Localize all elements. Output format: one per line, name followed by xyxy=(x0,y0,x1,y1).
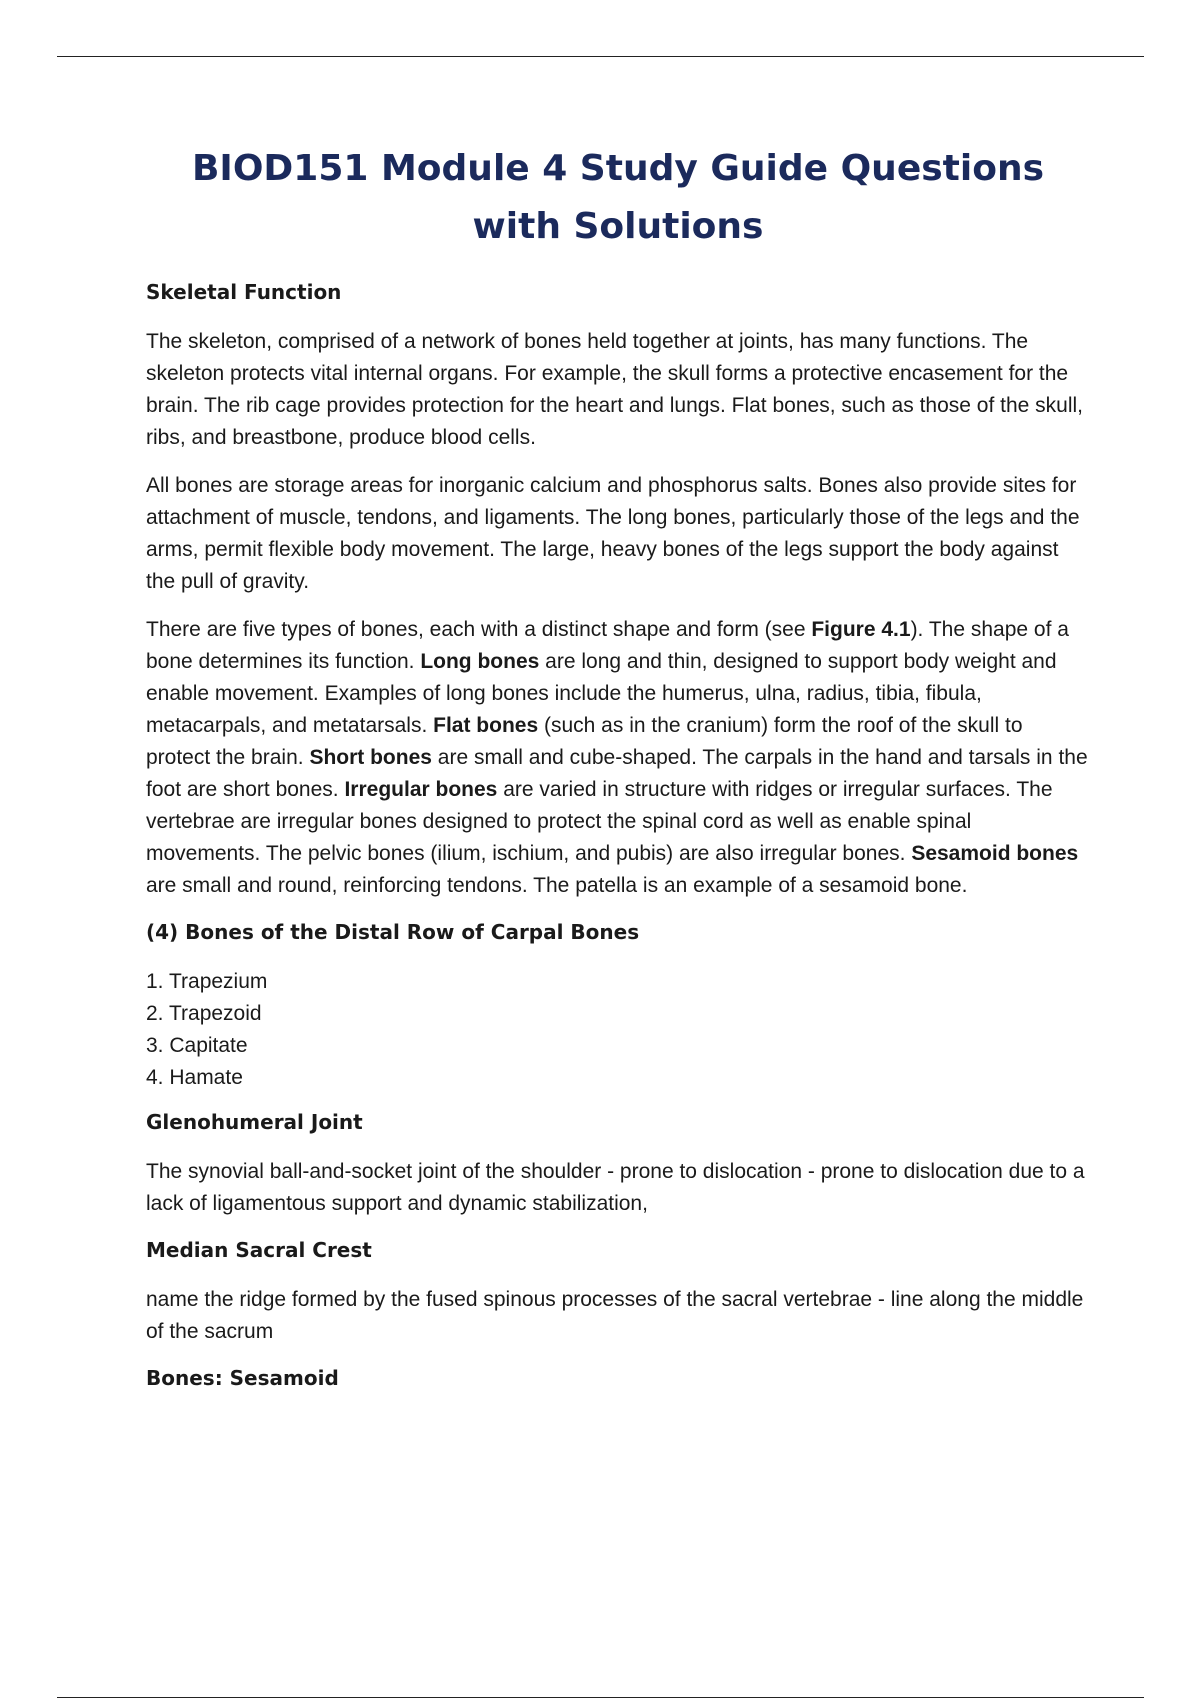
section-heading: Skeletal Function xyxy=(146,280,342,304)
section-bones-sesamoid xyxy=(146,1364,1090,1392)
text-run: (such as in the cranium) form the roof of the skull to protect the brain. xyxy=(146,714,1023,769)
list-item: 1. Trapezium xyxy=(146,970,268,993)
paragraph-bone-types xyxy=(146,614,1090,902)
term-sesamoid-bones: Sesamoid bones xyxy=(911,842,1079,865)
term-long-bones: Long bones xyxy=(420,650,540,673)
term-short-bones: Short bones xyxy=(309,746,432,769)
paragraph: name the ridge formed by the fused spinous processes of the sacral vertebrae - line along the middle of the sacrum xyxy=(146,1288,1084,1343)
header-rule xyxy=(57,56,1144,57)
text-run: There are five types of bones, each with a distinct shape and form (see xyxy=(146,618,812,641)
footer-rule xyxy=(57,1697,1144,1698)
paragraph: All bones are storage areas for inorganic calcium and phosphorus salts. Bones also provide sites for attachment of muscle, tendons, and ligaments. The long bones, particularly those of the legs and the arms, permit flexible body movement. The large, heavy bones of the legs support the body against the pull of gravity. xyxy=(146,474,1080,593)
document-title: BIOD151 Module 4 Study Guide Questions with Solutions xyxy=(191,148,1044,247)
section-median-sacral-crest xyxy=(146,1236,1090,1348)
section-heading: (4) Bones of the Distal Row of Carpal Bones xyxy=(146,920,640,944)
text-run: are small and round, reinforcing tendons. The patella is an example of a sesamoid bone. xyxy=(146,874,968,897)
text-run: are long and thin, designed to support body weight and enable movement. Examples of long bones include the humerus, ulna, radius, tibia, fibula, metacarpals, and metatarsals. xyxy=(146,650,1057,737)
text-run: are small and cube-shaped. The carpals in the hand and tarsals in the foot are short bones. xyxy=(146,746,1088,801)
text-run: ). The shape of a bone determines its function. xyxy=(146,618,1069,673)
list-item: 2. Trapezoid xyxy=(146,1002,262,1025)
document-page xyxy=(146,140,1090,1412)
section-heading: Bones: Sesamoid xyxy=(146,1366,339,1390)
section-skeletal-function xyxy=(146,278,1090,902)
paragraph: The skeleton, comprised of a network of bones held together at joints, has many functions. The skeleton protects vital internal organs. For example, the skull forms a protective encasement for the brain. The rib cage provides protection for the heart and lungs. Flat bones, such as those of the skull, ribs, and breastbone, produce blood cells. xyxy=(146,330,1083,449)
paragraph: The synovial ball-and-socket joint of the shoulder - prone to dislocation - prone to dislocation due to a lack of ligamentous support and dynamic stabilization, xyxy=(146,1160,1085,1215)
section-heading: Glenohumeral Joint xyxy=(146,1110,363,1134)
section-carpal-bones xyxy=(146,918,1090,1094)
figure-reference: Figure 4.1 xyxy=(811,618,911,641)
section-heading: Median Sacral Crest xyxy=(146,1238,372,1262)
text-run: are varied in structure with ridges or irregular surfaces. The vertebrae are irregular bones designed to protect the spinal cord as well as enable spinal movements. The pelvic bones (ilium, ischium, and pubis) are also irregular bones. xyxy=(146,778,1053,865)
carpal-list xyxy=(146,966,1090,1094)
term-irregular-bones: Irregular bones xyxy=(344,778,498,801)
list-item: 3. Capitate xyxy=(146,1034,248,1057)
list-item: 4. Hamate xyxy=(146,1066,243,1089)
term-flat-bones: Flat bones xyxy=(433,714,539,737)
section-glenohumeral-joint xyxy=(146,1108,1090,1220)
